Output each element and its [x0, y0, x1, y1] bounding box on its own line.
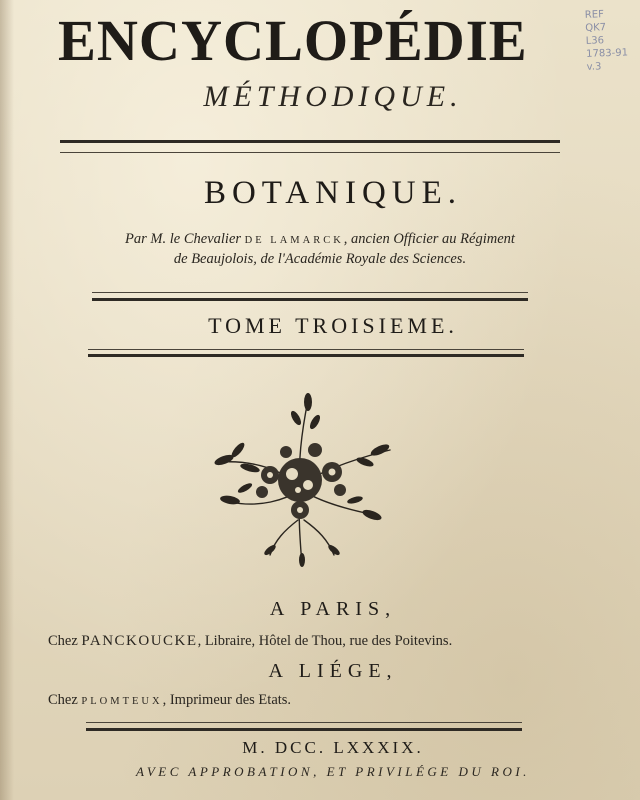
- floral-ornament-icon: [200, 390, 405, 570]
- rule-bottom-thick: [86, 728, 522, 731]
- imprint-publisher-liege: Chez PLOMTEUX, Imprimeur des Etats.: [48, 692, 292, 708]
- author-statement: Par M. le Chevalier DE LAMARCK, ancien Officier au Régiment de Beaujolois, de l'Académie Royale des Sciences.: [125, 231, 515, 267]
- author-name: DE LAMARCK: [244, 235, 344, 246]
- rule-tome-thin: [88, 349, 524, 350]
- main-title: ENCYCLOPÉDIE: [58, 8, 528, 73]
- rule-top-thick: [60, 140, 560, 143]
- imprint-place-liege: A LIÉGE,: [268, 660, 398, 682]
- section-title: BOTANIQUE.: [203, 175, 463, 211]
- rule-mid-thick: [92, 298, 528, 301]
- imprint-place-paris: A PARIS,: [269, 598, 397, 620]
- publication-date: M. DCC. LXXXIX.: [242, 738, 424, 757]
- library-pencil-mark: REF QK7 L36 1783-91 v.3: [584, 9, 629, 73]
- privilege-line: AVEC APPROBATION, ET PRIVILÉGE DU ROI.: [136, 764, 530, 779]
- volume-title: TOME TROISIEME.: [208, 313, 458, 338]
- imprint-publisher-paris: Chez PANCKOUCKE, Libraire, Hôtel de Thou, rue des Poitevins.: [48, 633, 453, 649]
- rule-top-thin: [60, 152, 560, 153]
- rule-bottom-thin: [86, 722, 522, 723]
- rule-tome-thick: [88, 354, 524, 357]
- rule-mid-thin: [92, 292, 528, 293]
- subtitle: MÉTHODIQUE.: [203, 80, 463, 113]
